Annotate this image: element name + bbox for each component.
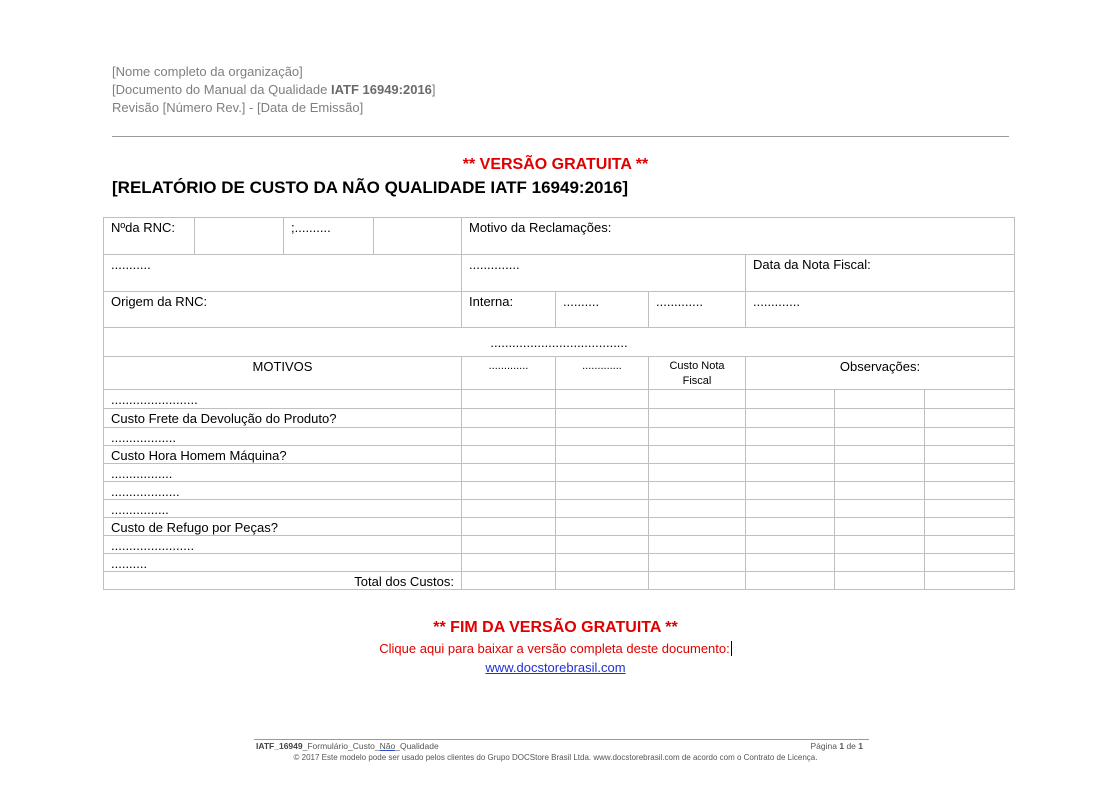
end-free-version-title: ** FIM DA VERSÃO GRATUITA ** <box>433 619 678 636</box>
cost-item-value-cell[interactable] <box>835 554 925 572</box>
cost-item-row <box>104 554 1015 572</box>
cost-item-row <box>104 482 1015 500</box>
cost-item-value-cell[interactable] <box>556 536 649 554</box>
invoice-cost-header-line-2: Fiscal <box>682 375 712 387</box>
cost-item-label[interactable]: Custo de Refugo por Peças? <box>104 518 462 536</box>
download-call-to-action[interactable] <box>0 641 1111 656</box>
cost-item-value-cell[interactable] <box>462 482 556 500</box>
cost-item-value-cell[interactable] <box>556 482 649 500</box>
cost-item-value-cell[interactable] <box>835 446 925 464</box>
cost-item-value-cell[interactable] <box>835 482 925 500</box>
column-blank-1: ............. <box>462 357 556 390</box>
cost-item-row <box>104 464 1015 482</box>
cost-item-label[interactable]: ................. <box>104 464 462 482</box>
cost-item-row <box>104 500 1015 518</box>
manual-reference-prefix: [Documento do Manual da Qualidade <box>112 82 331 97</box>
rnc-number-label: Nºda RNC: <box>104 218 195 255</box>
reasons-header: MOTIVOS <box>104 357 462 390</box>
cost-item-value-cell[interactable] <box>649 446 746 464</box>
page-mid: de <box>844 741 859 751</box>
cost-item-value-cell[interactable] <box>835 390 925 409</box>
cost-item-value-cell[interactable] <box>462 554 556 572</box>
cost-item-row <box>104 536 1015 554</box>
manual-standard: IATF 16949:2016 <box>330 82 432 97</box>
total-cell[interactable] <box>835 572 925 590</box>
cost-item-value-cell[interactable] <box>462 464 556 482</box>
complaint-reason-label[interactable]: Motivo da Reclamações: <box>462 218 1015 255</box>
website-link-wrapper <box>0 660 1111 675</box>
cost-item-value-cell[interactable] <box>556 464 649 482</box>
website-link[interactable]: www.docstorebrasil.com <box>485 660 626 675</box>
page-total: 1 <box>858 741 863 751</box>
cost-item-value-cell[interactable] <box>925 554 1015 572</box>
download-text[interactable]: Clique aqui para baixar a versão completa deste documento: <box>379 641 730 656</box>
internal-label[interactable]: Interna: <box>462 292 556 328</box>
cost-item-value-cell[interactable] <box>925 518 1015 536</box>
total-cell[interactable] <box>556 572 649 590</box>
cost-item-value-cell[interactable] <box>462 390 556 409</box>
cost-item-value-cell[interactable] <box>462 428 556 446</box>
cost-item-value-cell[interactable] <box>556 390 649 409</box>
footer-copyright: © 2017 Este modelo pode ser usado pelos clientes do Grupo DOCStore Brasil Ltda. www.docstorebrasil.com de acordo com o Contrato de Licença. <box>293 753 818 762</box>
cost-item-value-cell[interactable] <box>925 500 1015 518</box>
total-cell[interactable] <box>746 572 835 590</box>
free-version-banner: ** VERSÃO GRATUITA ** <box>462 156 649 173</box>
cost-item-rows <box>104 390 1015 572</box>
cost-item-value-cell[interactable] <box>649 482 746 500</box>
total-row <box>104 572 1015 590</box>
cost-item-label[interactable]: .................. <box>104 428 462 446</box>
rnc-extra-cell[interactable] <box>374 218 462 255</box>
cost-item-value-cell[interactable] <box>649 409 746 428</box>
cost-item-value-cell[interactable] <box>925 482 1015 500</box>
cost-item-value-cell[interactable] <box>556 428 649 446</box>
cost-item-value-cell[interactable] <box>649 390 746 409</box>
cost-item-value-cell[interactable] <box>835 464 925 482</box>
column-blank-2: ............. <box>556 357 649 390</box>
cost-item-value-cell[interactable] <box>556 500 649 518</box>
cost-item-value-cell[interactable] <box>556 554 649 572</box>
cost-item-value-cell[interactable] <box>462 446 556 464</box>
cost-item-value-cell[interactable] <box>925 536 1015 554</box>
observations-header: Observações: <box>746 357 1015 390</box>
cost-item-label[interactable]: Custo Frete da Devolução do Produto? <box>104 409 462 428</box>
footer-filename-part-2: _Formulário_Custo_ <box>302 741 380 751</box>
cost-item-label[interactable]: Custo Hora Homem Máquina? <box>104 446 462 464</box>
footer-filename-part-3: Não <box>379 741 396 751</box>
cost-item-value-cell[interactable] <box>462 409 556 428</box>
info-middle-cell[interactable]: .............. <box>462 255 746 292</box>
cost-item-label[interactable]: ................... <box>104 482 462 500</box>
cost-item-value-cell[interactable] <box>462 536 556 554</box>
origin-option-1[interactable]: .......... <box>556 292 649 328</box>
cost-item-value-cell[interactable] <box>746 500 835 518</box>
origin-option-3[interactable]: ............. <box>746 292 1015 328</box>
footer-page-number <box>700 741 863 751</box>
cost-item-value-cell[interactable] <box>649 464 746 482</box>
cost-item-value-cell[interactable] <box>556 446 649 464</box>
cost-item-value-cell[interactable] <box>649 518 746 536</box>
cost-item-value-cell[interactable] <box>649 428 746 446</box>
cost-item-value-cell[interactable] <box>556 518 649 536</box>
cost-item-value-cell[interactable] <box>746 428 835 446</box>
cost-item-row <box>104 518 1015 536</box>
invoice-cost-header-line-1: Custo Nota <box>669 360 725 372</box>
cost-item-value-cell[interactable] <box>925 409 1015 428</box>
footer-filename-part-4: _Qualidade <box>395 741 439 751</box>
page-number: 1 <box>839 741 845 751</box>
total-cell[interactable] <box>925 572 1015 590</box>
cost-item-value-cell[interactable] <box>649 536 746 554</box>
revision-line: Revisão [Número Rev.] - [Data de Emissão] <box>112 100 364 115</box>
cost-item-row <box>104 446 1015 464</box>
manual-reference <box>112 82 436 98</box>
cost-item-value-cell[interactable] <box>462 500 556 518</box>
cost-item-value-cell[interactable] <box>835 536 925 554</box>
cost-item-value-cell[interactable] <box>746 482 835 500</box>
footer-filename-part-1: IATF_16949 <box>256 741 303 751</box>
cost-item-value-cell[interactable] <box>835 428 925 446</box>
total-costs-label: Total dos Custos: <box>104 572 462 590</box>
invoice-date-label[interactable]: Data da Nota Fiscal: <box>746 255 1015 292</box>
page-prefix: Página <box>810 741 840 751</box>
cost-item-value-cell[interactable] <box>746 536 835 554</box>
cost-item-value-cell[interactable] <box>746 390 835 409</box>
cost-item-value-cell[interactable] <box>462 518 556 536</box>
organization-name: [Nome completo da organização] <box>112 64 303 79</box>
cost-item-value-cell[interactable] <box>746 554 835 572</box>
cost-item-value-cell[interactable] <box>925 446 1015 464</box>
text-cursor <box>731 641 732 656</box>
total-cell[interactable] <box>462 572 556 590</box>
cost-item-label[interactable]: ........................ <box>104 390 462 409</box>
cost-item-row <box>104 390 1015 409</box>
cost-item-value-cell[interactable] <box>746 409 835 428</box>
cost-item-value-cell[interactable] <box>835 500 925 518</box>
cost-item-label[interactable]: ....................... <box>104 536 462 554</box>
rnc-origin-label: Origem da RNC: <box>104 292 462 328</box>
footer-divider <box>254 739 869 740</box>
cost-item-value-cell[interactable] <box>649 500 746 518</box>
cost-item-value-cell[interactable] <box>835 409 925 428</box>
cost-item-value-cell[interactable] <box>925 464 1015 482</box>
footer-filename <box>256 741 439 751</box>
section-heading: ...................................... <box>104 328 1015 357</box>
column-header-row <box>104 357 1015 390</box>
cost-item-value-cell[interactable] <box>649 554 746 572</box>
cost-item-value-cell[interactable] <box>925 428 1015 446</box>
header-divider <box>112 136 1009 137</box>
cost-item-value-cell[interactable] <box>746 446 835 464</box>
rnc-number-row <box>104 218 1015 255</box>
cost-item-row <box>104 428 1015 446</box>
cost-item-value-cell[interactable] <box>746 464 835 482</box>
section-row <box>104 328 1015 357</box>
document-title: [RELATÓRIO DE CUSTO DA NÃO QUALIDADE IATF 16949:2016] <box>112 178 629 197</box>
cost-item-label[interactable]: .......... <box>104 554 462 572</box>
cost-item-value-cell[interactable] <box>556 409 649 428</box>
cost-item-label[interactable]: ................ <box>104 500 462 518</box>
invoice-cost-header <box>649 357 746 390</box>
rnc-origin-row <box>104 292 1015 328</box>
origin-option-2[interactable]: ............. <box>649 292 746 328</box>
rnc-blank-cell[interactable]: ;.......... <box>284 218 374 255</box>
total-cell[interactable] <box>649 572 746 590</box>
cost-item-row <box>104 409 1015 428</box>
info-row <box>104 255 1015 292</box>
cost-item-value-cell[interactable] <box>925 390 1015 409</box>
info-left-cell[interactable]: ........... <box>104 255 462 292</box>
cost-item-value-cell[interactable] <box>835 518 925 536</box>
cost-report-table <box>103 217 1015 590</box>
cost-item-value-cell[interactable] <box>746 518 835 536</box>
manual-reference-suffix: ] <box>431 82 436 97</box>
rnc-number-cell[interactable] <box>195 218 284 255</box>
